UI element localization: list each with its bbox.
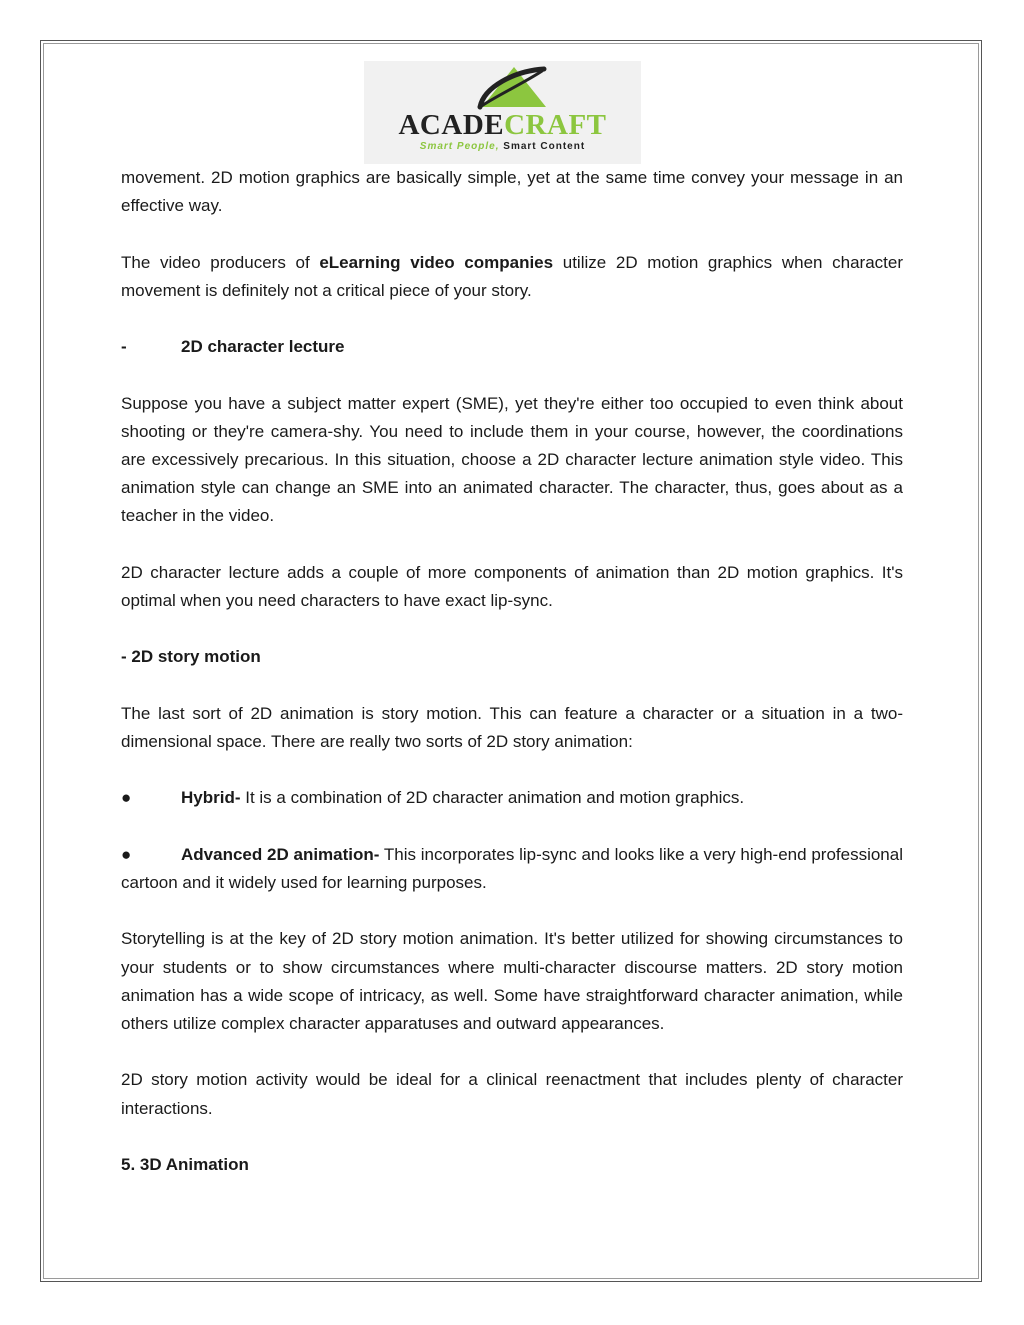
paragraph-video-producers: [121, 249, 903, 305]
logo-tagline-dark: Smart Content: [503, 141, 586, 152]
bullet-icon: ●: [121, 788, 132, 808]
bullet-advanced-text: This incorporates lip-sync and looks like a very high-end professional cartoon and it widely used for learning purposes.: [121, 844, 903, 892]
p2-text-post: utilize 2D motion graphics when character movement is definitely not a critical piece of your story.: [121, 252, 903, 300]
logo-word-dark: ACADE: [398, 109, 505, 141]
logo-tagline: [364, 141, 641, 153]
logo-word-green: CRAFT: [504, 109, 607, 141]
p2-text-bold: eLearning video companies: [319, 252, 554, 272]
logo-tagline-green: Smart People,: [419, 141, 500, 152]
bullet-advanced-2d: [121, 841, 903, 897]
heading-2d-story-motion: - 2D story motion: [121, 647, 261, 667]
paragraph-lecture-components: 2D character lecture adds a couple of more components of animation than 2D motion graphics. It's optimal when you need characters to have exact lip-sync.: [121, 562, 903, 610]
bullet-hybrid-bold: Hybrid-: [181, 788, 241, 808]
paragraph-sme: Suppose you have a subject matter expert (SME), yet they're either too occupied to even think about shooting or they're camera-shy. You need to include them in your course, however, the coordinations are excessively precarious. In this situation, choose a 2D character lecture animation style video. This animation style can change an SME into an animated character. The character, thus, goes about as a teacher in the video.: [121, 393, 903, 526]
heading-text: 2D character lecture: [181, 337, 345, 357]
paragraph-storytelling: Storytelling is at the key of 2D story motion animation. It's better utilized for showing circumstances to your students or to show circumstances where multi-character discourse matters. 2D story motion animation has a wide scope of intricacy, as well. Some have straightforward character animation, while others utilize complex character apparatuses and outward appearances.: [121, 929, 903, 1033]
heading-dash: -: [121, 337, 127, 357]
logo-wordmark: [364, 109, 641, 141]
heading-3d-animation: 5. 3D Animation: [121, 1154, 249, 1174]
acadecraft-logo: [364, 61, 641, 164]
paragraph-story-motion: The last sort of 2D animation is story motion. This can feature a character or a situation in a two-dimensional space. There are really two sorts of 2D story animation:: [121, 703, 903, 751]
paragraph-motion-graphics: movement. 2D motion graphics are basically simple, yet at the same time convey your message in an effective way.: [121, 168, 903, 216]
bullet-hybrid-text: It is a combination of 2D character animation and motion graphics.: [240, 788, 745, 808]
p2-text-pre: The video producers of: [121, 252, 320, 272]
heading-2d-character-lecture: [121, 333, 903, 361]
document-body: [121, 164, 903, 1179]
bullet-hybrid: [121, 784, 903, 812]
bullet-advanced-bold: Advanced 2D animation-: [181, 844, 380, 864]
paragraph-clinical: 2D story motion activity would be ideal for a clinical reenactment that includes plenty of character interactions.: [121, 1070, 903, 1118]
bullet-icon: ●: [121, 844, 132, 864]
